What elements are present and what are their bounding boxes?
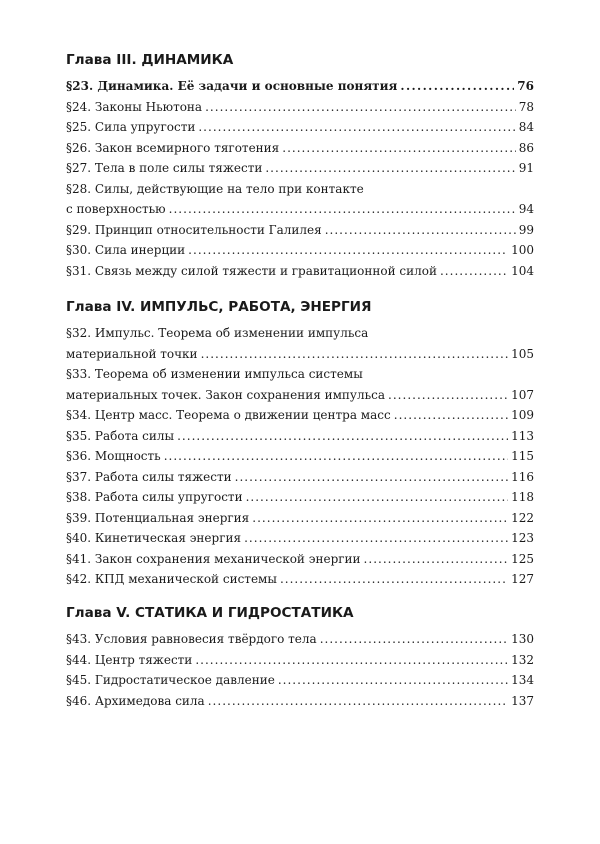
toc-entry-line xyxy=(66,569,534,590)
toc-page-number: 104 xyxy=(511,263,534,278)
toc-page-number: 100 xyxy=(511,243,534,257)
dot-leader xyxy=(278,670,508,691)
dot-leader xyxy=(246,487,509,508)
toc-entry-line xyxy=(66,199,534,220)
toc-entry[interactable] xyxy=(66,138,534,159)
toc-entry[interactable] xyxy=(66,569,534,590)
toc-entry-title: §29. Принцип относительности Галилея xyxy=(66,222,322,237)
toc-entry-title: материальных точек. Закон сохранения импульса xyxy=(66,387,385,402)
toc-entry[interactable] xyxy=(66,405,534,426)
dot-leader xyxy=(265,158,515,179)
toc-entry[interactable] xyxy=(66,76,534,97)
toc-page-number: 116 xyxy=(511,469,534,484)
chapter-3 xyxy=(66,51,534,281)
toc-page-number: 113 xyxy=(511,428,534,443)
toc-entry[interactable] xyxy=(66,446,534,467)
toc-page-number: 115 xyxy=(511,449,534,463)
dot-leader xyxy=(440,261,508,282)
chapter-5 xyxy=(66,604,534,711)
dot-leader xyxy=(195,650,508,671)
toc-entry-line xyxy=(66,629,534,650)
toc-entry-title: с поверхностью xyxy=(66,202,166,216)
toc-page-number: 134 xyxy=(511,673,534,687)
toc-entry-line xyxy=(66,467,534,488)
toc-entry[interactable] xyxy=(66,629,534,650)
toc-entry-line xyxy=(66,487,534,508)
toc-entry-line xyxy=(66,385,534,406)
chapter-title: Глава IV. ИМПУЛЬС, РАБОТА, ЭНЕРГИЯ xyxy=(66,299,372,315)
toc-entry-line xyxy=(66,528,534,549)
toc-entry[interactable] xyxy=(66,487,534,508)
entry-list xyxy=(66,76,534,281)
toc-page-number: 78 xyxy=(518,99,534,114)
toc-entry-title: §46. Архимедова сила xyxy=(66,693,205,708)
toc-entry-line xyxy=(66,138,534,159)
toc-page-number: 130 xyxy=(511,632,534,646)
toc-entry[interactable] xyxy=(66,467,534,488)
toc-entry-line xyxy=(66,508,534,529)
toc-page-number: 137 xyxy=(511,693,534,708)
toc-entry-title: §45. Гидростатическое давление xyxy=(66,673,275,687)
toc-entry[interactable] xyxy=(66,549,534,570)
dot-leader xyxy=(205,97,516,118)
toc-entry-line xyxy=(66,240,534,261)
toc-entry-title: §24. Законы Ньютона xyxy=(66,99,203,114)
toc-entry-line xyxy=(66,97,534,118)
toc-entry-title: §44. Центр тяжести xyxy=(66,652,193,667)
toc-entry-line xyxy=(66,426,534,447)
toc-entry[interactable] xyxy=(66,220,534,241)
dot-leader xyxy=(198,117,515,138)
dot-leader xyxy=(400,76,514,97)
toc-entry-title: §25. Сила упругости xyxy=(66,120,196,134)
toc-entry-line xyxy=(66,117,534,138)
toc-entry[interactable] xyxy=(66,117,534,138)
toc-entry-title: §23. Динамика. Её задачи и основные понятия xyxy=(66,79,398,93)
toc-entry[interactable] xyxy=(66,158,534,179)
chapter-title: Глава V. СТАТИКА И ГИДРОСТАТИКА xyxy=(66,605,354,621)
toc-entry-title-line: §32. Импульс. Теорема об изменении импульса xyxy=(66,326,369,340)
dot-leader xyxy=(188,240,508,261)
toc-page-number: 132 xyxy=(511,652,534,667)
toc-entry-title: §42. КПД механической системы xyxy=(66,572,277,586)
toc-entry-title: §27. Тела в поле силы тяжести xyxy=(66,161,263,175)
toc-entry[interactable] xyxy=(66,240,534,261)
toc-entry-line xyxy=(66,691,534,712)
toc-page-number: 123 xyxy=(511,531,534,545)
dot-leader xyxy=(282,138,515,159)
dot-leader xyxy=(164,446,508,467)
toc-entry-line xyxy=(66,670,534,691)
dot-leader xyxy=(388,385,508,406)
entry-list xyxy=(66,629,534,711)
toc-page-number: 125 xyxy=(511,551,534,566)
toc-entry-title: §38. Работа силы упругости xyxy=(66,490,243,504)
toc-entry-line xyxy=(66,344,534,365)
toc-entry[interactable] xyxy=(66,261,534,282)
toc-entry[interactable] xyxy=(66,508,534,529)
toc-entry-title: §36. Мощность xyxy=(66,449,161,463)
toc-entry[interactable] xyxy=(66,97,534,118)
toc-entry-line xyxy=(66,158,534,179)
toc-entry-title: §39. Потенциальная энергия xyxy=(66,510,250,525)
toc-entry-title: §30. Сила инерции xyxy=(66,243,186,257)
toc-entry[interactable] xyxy=(66,179,534,220)
toc-entry[interactable] xyxy=(66,650,534,671)
toc-page-number: 109 xyxy=(511,408,534,422)
toc-page-number: 122 xyxy=(511,510,534,525)
toc-entry-title: §40. Кинетическая энергия xyxy=(66,531,242,545)
toc-entry-line xyxy=(66,650,534,671)
toc-page-number: 107 xyxy=(511,387,534,402)
toc-entry-line xyxy=(66,405,534,426)
toc-entry-title-line: §28. Силы, действующие на тело при контакте xyxy=(66,181,364,196)
toc-entry-title: §31. Связь между силой тяжести и гравитационной силой xyxy=(66,263,437,278)
chapter-4 xyxy=(66,298,534,590)
toc-entry-title: §34. Центр масс. Теорема о движении центра масс xyxy=(66,408,391,422)
dot-leader xyxy=(364,549,509,570)
dot-leader xyxy=(320,629,508,650)
dot-leader xyxy=(169,199,516,220)
chapter-title: Глава III. ДИНАМИКА xyxy=(66,52,234,68)
toc-entry-line xyxy=(66,549,534,570)
dot-leader xyxy=(325,220,516,241)
toc-entry[interactable] xyxy=(66,670,534,691)
toc-page-number: 84 xyxy=(518,120,534,134)
toc-entry[interactable] xyxy=(66,691,534,712)
toc-entry[interactable] xyxy=(66,528,534,549)
dot-leader xyxy=(208,691,508,712)
toc-entry-line xyxy=(66,261,534,282)
dot-leader xyxy=(394,405,508,426)
toc-page-number: 94 xyxy=(518,202,534,216)
toc-entry-line xyxy=(66,220,534,241)
toc-entry-title: §35. Работа силы xyxy=(66,428,175,443)
toc-page-number: 127 xyxy=(511,572,534,586)
dot-leader xyxy=(252,508,508,529)
dot-leader xyxy=(177,426,508,447)
toc-entry[interactable] xyxy=(66,426,534,447)
toc-page-number: 99 xyxy=(518,222,534,237)
dot-leader xyxy=(235,467,508,488)
toc-entry-title-line: §33. Теорема об изменении импульса системы xyxy=(66,367,363,381)
entry-list xyxy=(66,323,534,590)
toc-entry-title: §26. Закон всемирного тяготения xyxy=(66,140,280,155)
toc-page-number: 118 xyxy=(511,490,534,504)
toc-page-number: 91 xyxy=(518,161,534,175)
toc-entry-title: §43. Условия равновесия твёрдого тела xyxy=(66,632,317,646)
dot-leader xyxy=(201,344,509,365)
dot-leader xyxy=(244,528,508,549)
toc-page-number: 76 xyxy=(517,79,534,93)
toc-entry-title: §41. Закон сохранения механической энергии xyxy=(66,551,361,566)
toc-entry-title: материальной точки xyxy=(66,346,198,361)
toc-entry-line xyxy=(66,446,534,467)
toc-entry-line xyxy=(66,76,534,97)
toc-entry-title: §37. Работа силы тяжести xyxy=(66,469,232,484)
toc-entry[interactable] xyxy=(66,364,534,405)
toc-page-number: 86 xyxy=(518,140,534,155)
toc-entry[interactable] xyxy=(66,323,534,364)
toc-page-number: 105 xyxy=(511,346,534,361)
dot-leader xyxy=(280,569,508,590)
